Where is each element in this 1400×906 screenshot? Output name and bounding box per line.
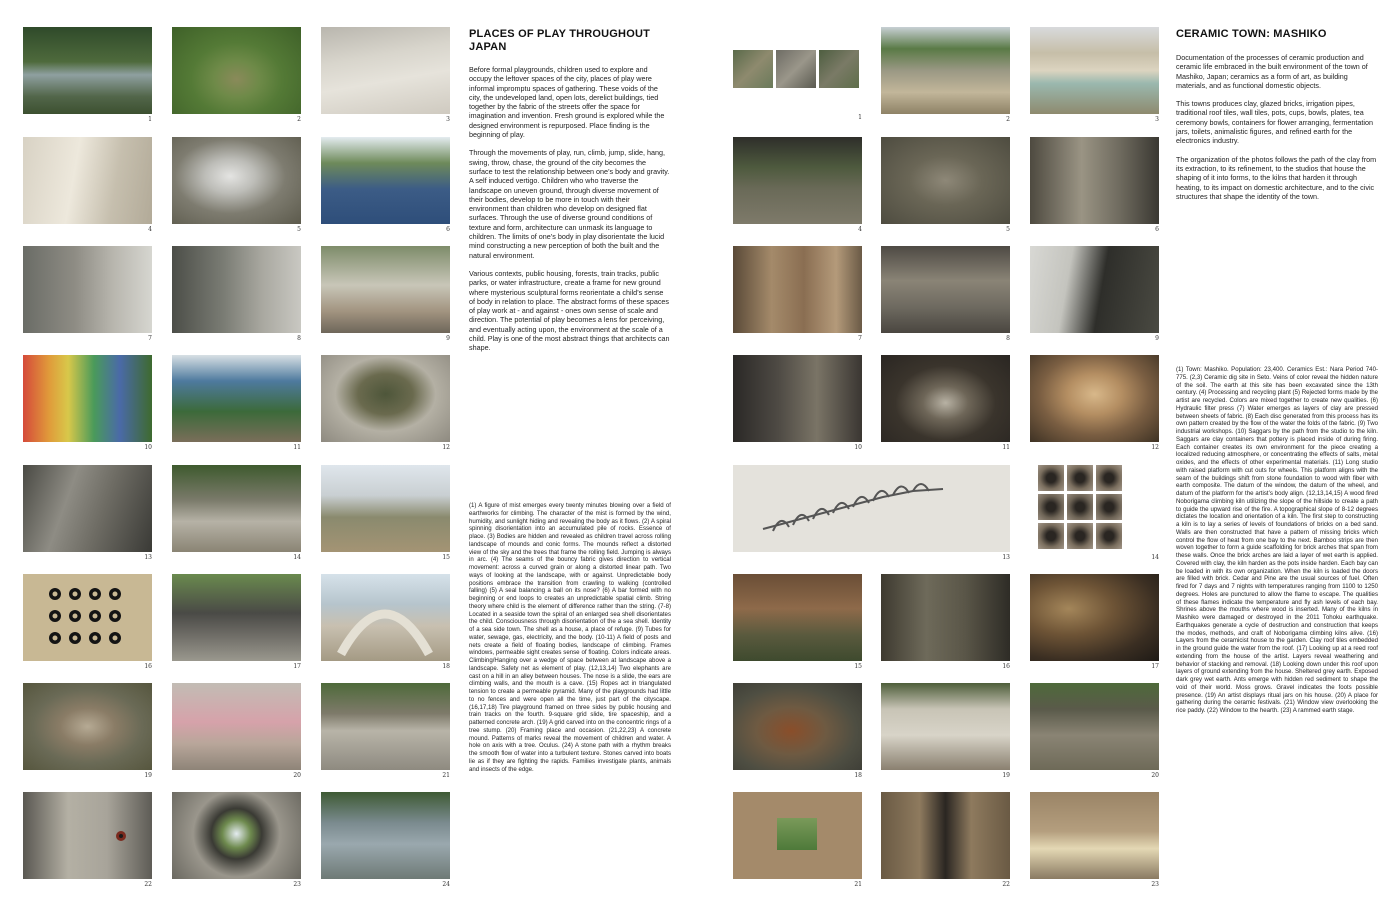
photo-15 [733, 574, 862, 661]
photo-number: 10 [854, 444, 862, 451]
photo-number: 9 [1155, 335, 1159, 342]
photo-number: 10 [144, 444, 152, 451]
photo-12 [321, 355, 450, 442]
photo-number: 7 [858, 335, 862, 342]
photo-number: 2 [297, 116, 301, 123]
photo-number: 23 [293, 881, 301, 888]
paragraph: Through the movements of play, run, climb, jump, slide, hang, swing, throw, chase, the ground of the city becomes the surface to test the relationship between one’s body and gravity. A self induced vertigo. Children who who traverse the landscape on uneven ground, through diverse movement of their bodies, develop to be more in touch with their environment than children who develop on designed flat surfaces. Through the use of diverse ground conditions of texture and form, architecture can unmask its language to children. The limits of one’s body in play disorientate the lucid mind constructing a new perception of both the built and the natural environment. [469, 148, 670, 260]
tire-grid [23, 574, 152, 661]
photo-22 [881, 792, 1010, 879]
photo-23 [1030, 792, 1159, 879]
photo-number: 8 [297, 335, 301, 342]
photo-number: 12 [1151, 444, 1159, 451]
window-opening [777, 818, 817, 850]
photo-18 [733, 683, 862, 770]
photo-number: 23 [1151, 881, 1159, 888]
map-thumb [819, 50, 859, 88]
photo-13 [733, 465, 1010, 552]
photo-17 [1030, 574, 1159, 661]
kiln-hole-thumb [1096, 465, 1122, 491]
photo-number: 20 [293, 772, 301, 779]
photo-23 [172, 792, 301, 879]
photo-number: 6 [446, 226, 450, 233]
kiln-hole-thumb [1067, 494, 1093, 520]
photo-3 [1030, 27, 1159, 114]
photo-number: 2 [1006, 116, 1010, 123]
photo-16 [23, 574, 152, 661]
right-intro-text [1176, 53, 1378, 210]
kiln-hole-thumb [1038, 465, 1064, 491]
photo-number: 21 [854, 881, 862, 888]
kiln-drawing [733, 465, 1010, 552]
photo-number: 14 [1151, 554, 1159, 561]
photo-number: 19 [144, 772, 152, 779]
photo-21 [733, 792, 862, 879]
photo-16 [881, 574, 1010, 661]
photo-number: 4 [858, 226, 862, 233]
photo-number: 18 [854, 772, 862, 779]
photo-7 [23, 246, 152, 333]
caption-text: (1) Town: Mashiko. Population: 23,400. Ceramics Est.: Nara Period 740-775. (2,3) Ceramic dig site in Seto. Veins of color reveal the hidden nature of the soil. The earth at this site has been excavated since the 13th century. (4) Processing and recycling plant (5) Rejected forms made by the artist are recycled. Colors are mixed together to create new qualities. (6) Hydraulic filter press (7) Water emerges as layers of clay are pressed between sheets of fabric. (8) Each disc generated from this process has its own pattern created by the flow of the water the folds of the fabric. (9) Two industrial workshops. (10) Saggars by the path from the studio to the kiln. Saggars are clay containers that pottery is placed inside of during firing. Each container creates its own environment for the piece creating a localized reducing atmosphere, or concentrating the effects of salts, metal oxides, and the effects of other experimental materials. (11) Long studio with raised platform with cut outs for wheels. This platform aligns with the seam of the buildings shift from stone foundation to wood with fiber with earth composite. The datum of the window, the datum of the wheel, and datum of the platform for the artist’s body align. (12,13,14,15) A wood fired Noborigama climbing kiln utilizing the slope of the hillside to create a path to guide the upward rise of the fire. A topographical slope of 8-12 degrees dictates the location and orientation of a kiln. The first step to constructing a kiln is to lay a series of levels of foundations of bricks on a bed sand. Walls are then constructed that have a pattern of missing bricks which control the flow of heat from one bay to the next. Bamboo strips are then woven together to form a guide scaffolding for brick arches that span from these walls. Once the brick arches are laid a layer of wet earth is applied. Covered with clay, the kiln harden as the pots inside harden. Each bay can be loaded in with its own organization. When the kiln is loaded the doors are filled with brick. Cedar and Pine are the usual sources of fuel. Often fired for 7 days and 7 nights with temperatures ranging from 1100 to 1250 degrees. Holes are punctured to allow the flame to escape. The qualities of these flames indicate the temperature and fly ash levels of each bay. Shrines above the mouths where wood is inserted. Many of the kilns in Mashiko were damaged or destroyed in the 2011 Tohoku earthquake. Earthquakes generate a cycle of destruction and construction that keeps the modes, methods, and craft of Noborigama climbing kilns alive. (16) Layers from the ceramicist house to the garden. Clay roof tiles embedded in the ground guide the water from the roof. (17) Looking up at a reed roof extending from the house of the artist. Layers reveal weathering and behavior of stacking and removal. (18) Looking down under this roof upon layers of ground extending from the house. Sheltered grey earth. Exposed dark grey wet earth. Ants emerge with hidden red sediment to shape the void of their world. Moss grows. Gravel indicates the foots possible presence. (19) An artist displays ritual jars on his house. (20) A place for gathering during the ceramic festivals. (21) Window view overlooking the rice paddy. (22) Window to the hearth. (23) A rammed earth stage. [1176, 366, 1378, 714]
left-captions [469, 502, 671, 773]
photo-number: 13 [1002, 554, 1010, 561]
photo-19 [881, 683, 1010, 770]
kiln-hole-thumb [1067, 465, 1093, 491]
photo-20 [1030, 683, 1159, 770]
photo-number: 21 [442, 772, 450, 779]
photo-2 [881, 27, 1010, 114]
photo-12 [1030, 355, 1159, 442]
photo-number: 24 [442, 881, 450, 888]
photo-number: 12 [442, 444, 450, 451]
photo-22 [23, 792, 152, 879]
photo-14 [1038, 465, 1158, 552]
kiln-hole-thumb [1067, 523, 1093, 549]
photo-number: 15 [854, 663, 862, 670]
photo-4 [23, 137, 152, 224]
photo-10 [23, 355, 152, 442]
photo-number: 16 [1002, 663, 1010, 670]
photo-number: 11 [293, 444, 301, 451]
photo-number: 9 [446, 335, 450, 342]
photo-10 [733, 355, 862, 442]
kiln-hole-thumb [1096, 523, 1122, 549]
photo-number: 1 [858, 114, 862, 121]
photo-4 [733, 137, 862, 224]
photo-number: 3 [1155, 116, 1159, 123]
kiln-hole-thumb [1096, 494, 1122, 520]
photo-11 [881, 355, 1010, 442]
photo-19 [23, 683, 152, 770]
photo-number: 14 [293, 554, 301, 561]
photo-8 [172, 246, 301, 333]
photo-3 [321, 27, 450, 114]
photo-number: 22 [1002, 881, 1010, 888]
photo-14 [172, 465, 301, 552]
photo-number: 4 [148, 226, 152, 233]
photo-number: 17 [1151, 663, 1159, 670]
hole-mark [23, 792, 152, 879]
photo-17 [172, 574, 301, 661]
right-title: CERAMIC TOWN: MASHIKO [1176, 28, 1327, 40]
photo-20 [172, 683, 301, 770]
caption-text: (1) A figure of mist emerges every twenty minutes blowing over a field of earthworks for climbing. The character of the mist is formed by the wind, humidity, and sunlight hiding and revealing the body as it flows. (2) A spiral spinning disorientation into an accumulated pile of rocks. Essence of place. (3) Bodies are hidden and revealed as children travel across rolling landscape of mounds and conic forms. The mounds reflect a distorted view of the sky and the trees that frame the rolling field. Jumping is always in arc. (4) The seams of the bouncy fabric gives direction to vertical movement: across a curved grain or along a distorted linear path. Two ways of looking at the landscape, with or against. Unpredictable body positions embrace the transition from crawling to walking (controlled falling) (5) A seal balancing a ball on its nose? (6) A bar formed with no beginning or end loops to creates an unpredictable spatial climb. String theory where child is the element of difference rather than the string. (7-8) Located in a seaside town the spiral of an enlarged sea shell disorientates the child. Consciousness through disorientation of the a sea shell. Identity of a sea side town. The shell as a house, a place of refuge. (9) Tubes for water, sewage, gas, electricity, and the body. (10-11) A field of posts and nets create a field of floating bodies, landscape of climbing. Frames windows, permeable sight creates sense of floating. Colors indicate areas. Climbing/Hanging over a wedge of space between at landscape above a landscape. Safety net as element of play. (12,13,14) Two elephants are cast on a hill in an alley between houses. The nose is a slide, the ears are climbing walls, and the mouth is a cave. (15) Ropes act in triangulated tension to create a permeable pyramid. Many of the playgrounds had little to no fences and were open all the time, just part of the cityscape. (16,17,18) Tire playground framed on three sides by public housing and train tracks on the fourth. 9-square grid slide, tire spaceship, and a patterned concrete arch. (19) A grid carved into on the concentric rings of a tree stump. (20) Framing place and occasion. (21,22,23) A concrete mound. Patterns of marks reveal the movement of children and water. A hole on axis with a tree. Oculus. (24) A stone path with a rhythm breaks the smooth flow of water into a turbulent texture. Stones carved into boats lie as if they are fighting the rapids. Families investigate plants, animals and insects of the edge. [469, 502, 671, 773]
photo-21 [321, 683, 450, 770]
photo-number: 18 [442, 663, 450, 670]
right-captions [1176, 366, 1378, 715]
photo-5 [172, 137, 301, 224]
photo-9 [321, 246, 450, 333]
paragraph: Documentation of the processes of ceramic production and ceramic life embraced in the built environment of the town of Mashiko, Japan; ceramics as a form of art, as building materials, and as functional domestic objects. [1176, 53, 1368, 90]
kiln-hole-thumb [1038, 523, 1064, 549]
photo-11 [172, 355, 301, 442]
photo-number: 1 [148, 116, 152, 123]
paragraph: Before formal playgrounds, children used to explore and occupy the leftover spaces of the city, places of play were informal impromptu spaces of gathering. These voids of the city, the undeveloped land, open lots, derelict buildings, tied together by the fabric of the streets offer the space for imagination and invention. Fresh ground is explored while the designed environment is repurposed. Place finding is the beginning of play. [469, 65, 665, 140]
photo-15 [321, 465, 450, 552]
photo-number: 5 [297, 226, 301, 233]
photo-number: 3 [446, 116, 450, 123]
arch-shape [321, 574, 450, 661]
left-title: PLACES OF PLAY THROUGHOUT JAPAN [469, 28, 651, 53]
photo-6 [321, 137, 450, 224]
photo-number: 6 [1155, 226, 1159, 233]
photo-number: 20 [1151, 772, 1159, 779]
photo-number: 17 [293, 663, 301, 670]
photo-number: 7 [148, 335, 152, 342]
photo-1 [23, 27, 152, 114]
photo-1 [733, 50, 862, 110]
photo-number: 11 [1002, 444, 1010, 451]
paragraph: Various contexts, public housing, forests, train tracks, public parks, or water infrastructure, create a frame for new ground where mysterious sculptural forms reorientate a child’s sense of body in relation to place. The abstract forms of these spaces of play work at - and against - ones own sense of scale and direction. The potential of play becomes a lens for perceiving, and eventually acting upon, the environment at the scale of a child. Play is one of the most abstract things that architects can shape. [469, 268, 670, 353]
left-intro-text [469, 65, 671, 362]
photo-2 [172, 27, 301, 114]
photo-18 [321, 574, 450, 661]
paragraph: The organization of the photos follows the path of the clay from its extraction, to its refinement, to the studios that house the shaping of it into forms, to the kilns that harden it through heating, to its impact on domestic architecture, and to the civic structures that shape the identity of the town. [1176, 154, 1377, 201]
photo-number: 19 [1002, 772, 1010, 779]
paragraph: This towns produces clay, glazed bricks, irrigation pipes, traditional roof tiles, wall tiles, pots, cups, bowls, plates, tea ceremony bowls, containers for flower arranging, fermentation jars, toilets, animalistic figures, and refined earth for the electronics industry. [1176, 99, 1373, 146]
photo-6 [1030, 137, 1159, 224]
photo-13 [23, 465, 152, 552]
map-thumb [733, 50, 773, 88]
photo-number: 5 [1006, 226, 1010, 233]
photo-number: 13 [144, 554, 152, 561]
photo-number: 22 [144, 881, 152, 888]
photo-number: 15 [442, 554, 450, 561]
photo-9 [1030, 246, 1159, 333]
photo-7 [733, 246, 862, 333]
photo-5 [881, 137, 1010, 224]
map-thumb [776, 50, 816, 88]
photo-24 [321, 792, 450, 879]
photo-number: 8 [1006, 335, 1010, 342]
kiln-hole-thumb [1038, 494, 1064, 520]
photo-number: 16 [144, 663, 152, 670]
photo-8 [881, 246, 1010, 333]
